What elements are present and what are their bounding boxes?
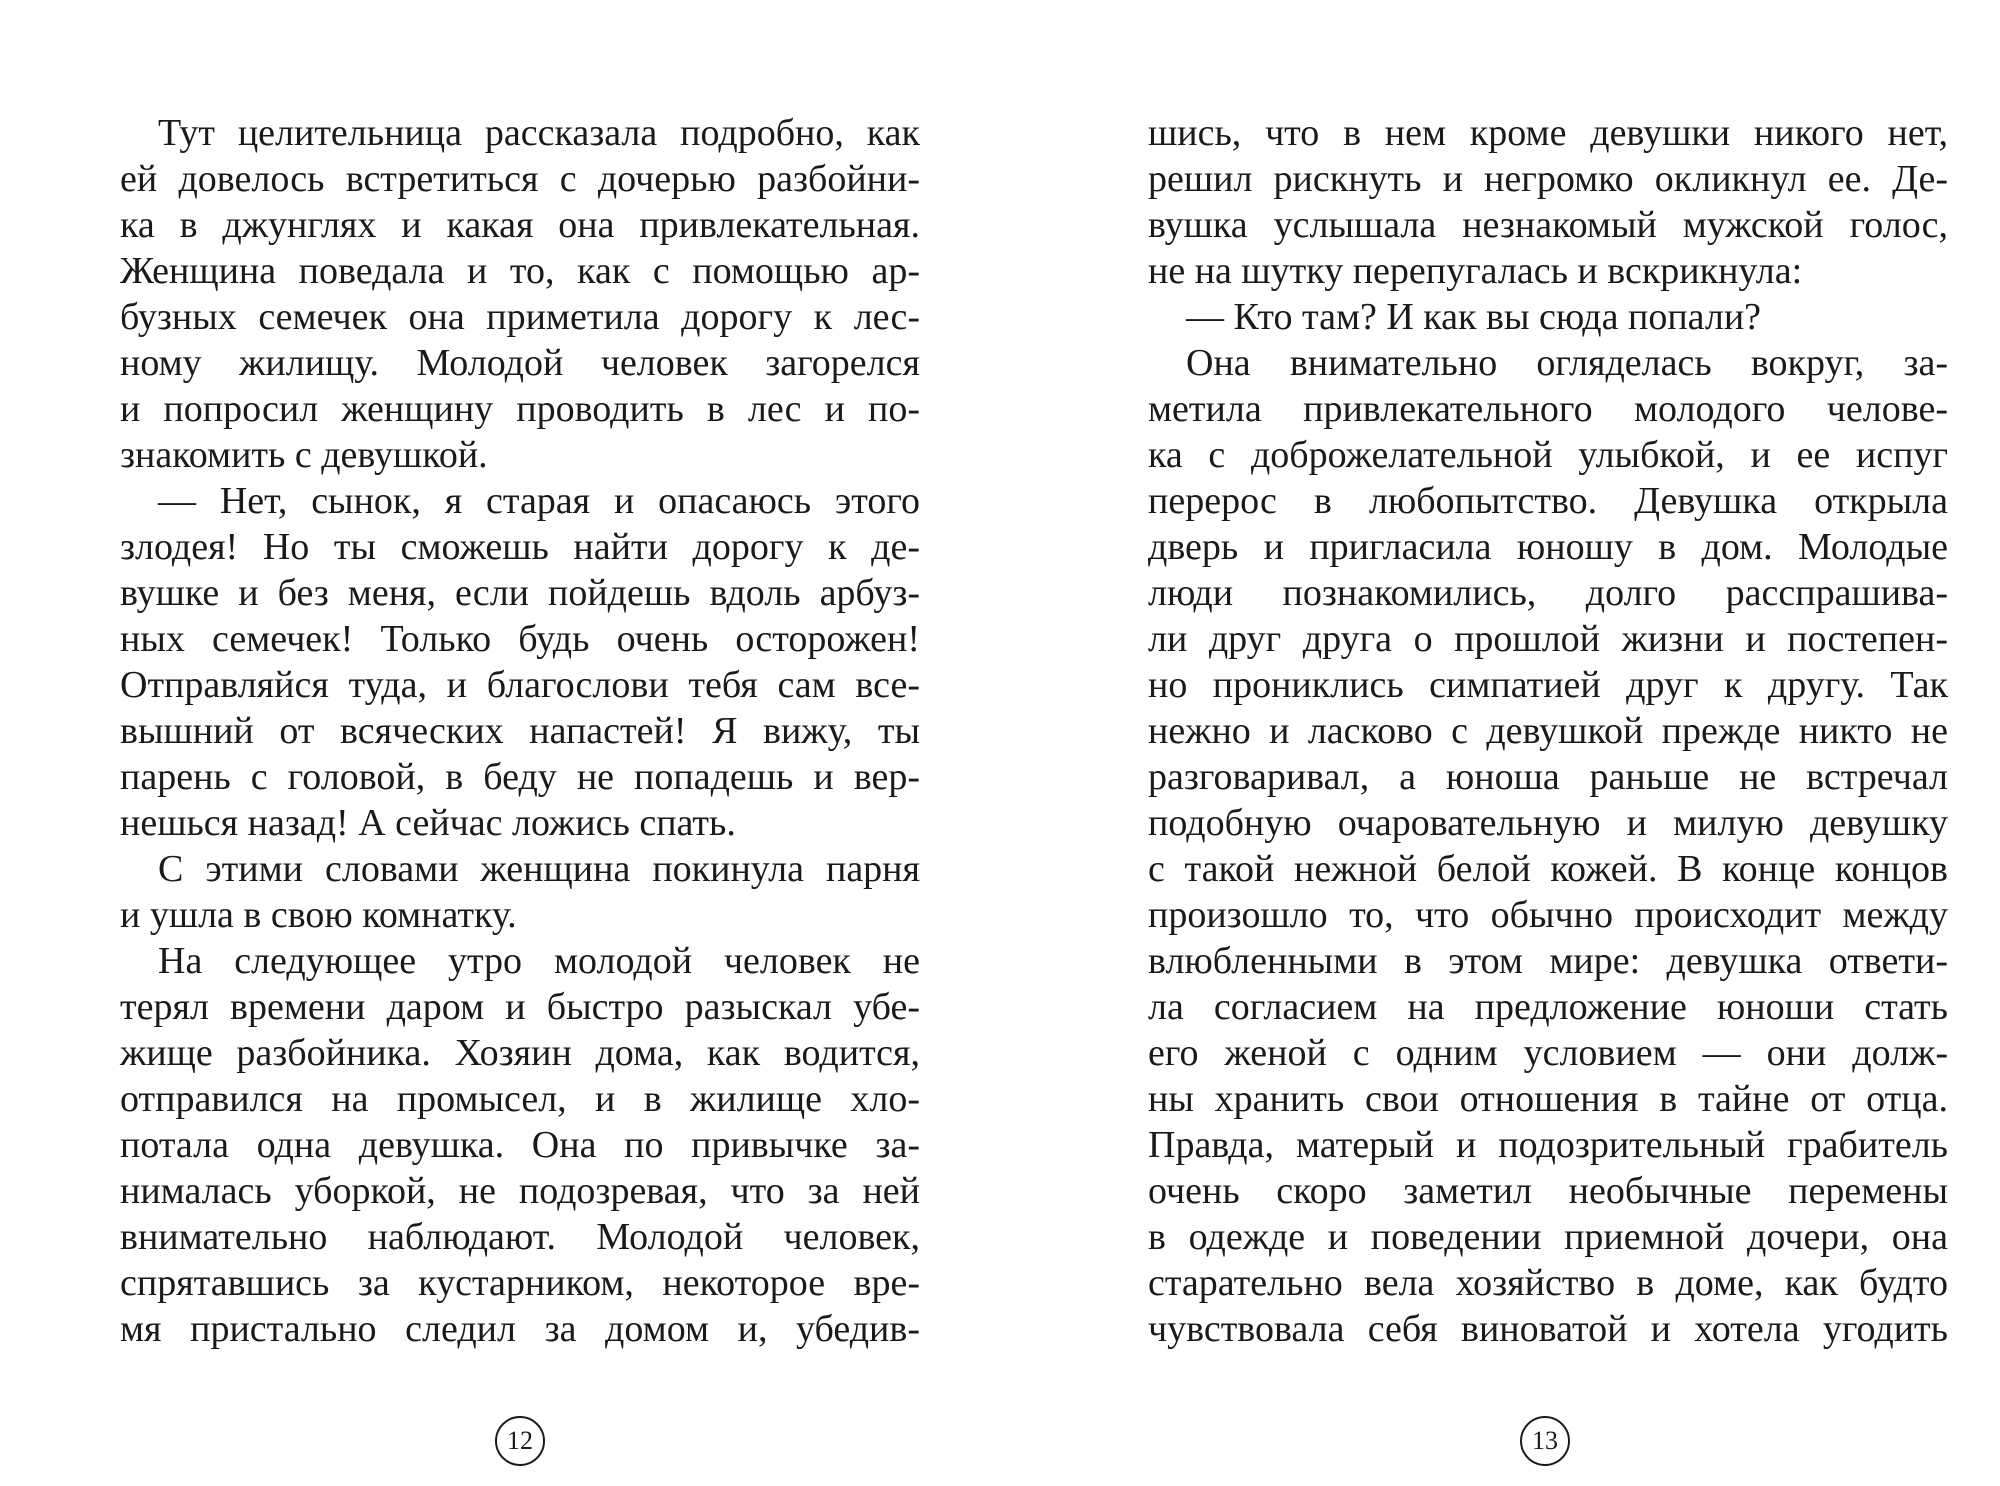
text-line: Тут целительница рассказала подробно, как <box>158 112 920 154</box>
text-line: но прониклись симпатией друг к другу. Так <box>1148 664 1948 706</box>
text-line: знакомить с девушкой. <box>120 434 488 476</box>
text-line: ла согласием на предложение юноши стать <box>1148 986 1948 1028</box>
text-line: подобную очаровательную и милую девушку <box>1148 802 1948 844</box>
text-line: ному жилищу. Молодой человек загорелся <box>120 342 920 384</box>
text-line: бузных семечек она приметила дорогу к лес- <box>120 296 920 338</box>
text-line: Отправляйся туда, и благослови тебя сам все- <box>120 664 920 706</box>
left-page-text <box>120 110 920 1352</box>
text-line: решил рискнуть и негромко окликнул ее. Де- <box>1148 158 1948 200</box>
text-line: Женщина поведала и то, как с помощью ар- <box>120 250 920 292</box>
text-line: в одежде и поведении приемной дочери, она <box>1148 1216 1948 1258</box>
text-line: не на шутку перепугалась и вскрикнула: <box>1148 250 1803 292</box>
text-line: мя пристально следил за домом и, убедив- <box>120 1308 920 1350</box>
text-line: парень с головой, в беду не попадешь и вер- <box>120 756 920 798</box>
text-line: ей довелось встретиться с дочерью разбойни- <box>120 158 920 200</box>
text-line: его женой с одним условием — они долж- <box>1148 1032 1948 1074</box>
text-line: и попросил женщину проводить в лес и по- <box>120 388 920 430</box>
text-line: Правда, матерый и подозрительный грабитель <box>1148 1124 1948 1166</box>
text-line: С этими словами женщина покинула парня <box>158 848 920 890</box>
text-line: очень скоро заметил необычные перемены <box>1148 1170 1948 1212</box>
text-line: вушка услышала незнакомый мужской голос, <box>1148 204 1948 246</box>
text-line: ных семечек! Только будь очень осторожен! <box>120 618 920 660</box>
text-line: — Кто там? И как вы сюда попали? <box>1186 296 1762 338</box>
text-line: чувствовала себя виноватой и хотела угодить <box>1148 1308 1948 1350</box>
text-line: злодея! Но ты сможешь найти дорогу к де- <box>120 526 920 568</box>
text-line: внимательно наблюдают. Молодой человек, <box>120 1216 920 1258</box>
text-line: люди познакомились, долго расспрашива- <box>1148 572 1948 614</box>
text-line: вушке и без меня, если пойдешь вдоль арбуз- <box>120 572 920 614</box>
text-line: перерос в любопытство. Девушка открыла <box>1148 480 1948 522</box>
text-line: дверь и пригласила юношу в дом. Молодые <box>1148 526 1948 568</box>
text-line: и ушла в свою комнатку. <box>120 894 517 936</box>
text-line: вышний от всяческих напастей! Я вижу, ты <box>120 710 920 752</box>
text-line: терял времени даром и быстро разыскал убе- <box>120 986 920 1028</box>
text-line: нежно и ласково с девушкой прежде никто не <box>1148 710 1948 752</box>
text-line: произошло то, что обычно происходит между <box>1148 894 1948 936</box>
text-line: с такой нежной белой кожей. В конце концов <box>1148 848 1948 890</box>
text-line: влюбленными в этом мире: девушка ответи- <box>1148 940 1948 982</box>
text-line: нешься назад! А сейчас ложись спать. <box>120 802 736 844</box>
right-page <box>1000 0 2000 1486</box>
text-line: ли друг друга о прошлой жизни и постепен- <box>1148 618 1948 660</box>
text-line: шись, что в нем кроме девушки никого нет, <box>1148 112 1948 154</box>
text-line: ка в джунглях и какая она привлекательная. <box>120 204 920 246</box>
text-line: Она внимательно огляделась вокруг, за- <box>1186 342 1948 384</box>
page-number: 12 <box>495 1416 545 1466</box>
text-line: отправился на промысел, и в жилище хло- <box>120 1078 920 1120</box>
text-line: метила привлекательного молодого челове- <box>1148 388 1948 430</box>
text-line: ка с доброжелательной улыбкой, и ее испуг <box>1148 434 1948 476</box>
text-line: жище разбойника. Хозяин дома, как водится, <box>120 1032 920 1074</box>
text-line: нималась уборкой, не подозревая, что за ней <box>120 1170 920 1212</box>
text-line: спрятавшись за кустарником, некоторое вре- <box>120 1262 920 1304</box>
page-number: 13 <box>1520 1416 1570 1466</box>
text-line: потала одна девушка. Она по привычке за- <box>120 1124 920 1166</box>
text-line: ны хранить свои отношения в тайне от отца. <box>1148 1078 1948 1120</box>
text-line: старательно вела хозяйство в доме, как будто <box>1148 1262 1948 1304</box>
text-line: На следующее утро молодой человек не <box>158 940 920 982</box>
text-line: — Нет, сынок, я старая и опасаюсь этого <box>158 480 920 522</box>
right-page-text <box>1148 110 1948 1352</box>
text-line: разговаривал, а юноша раньше не встречал <box>1148 756 1948 798</box>
